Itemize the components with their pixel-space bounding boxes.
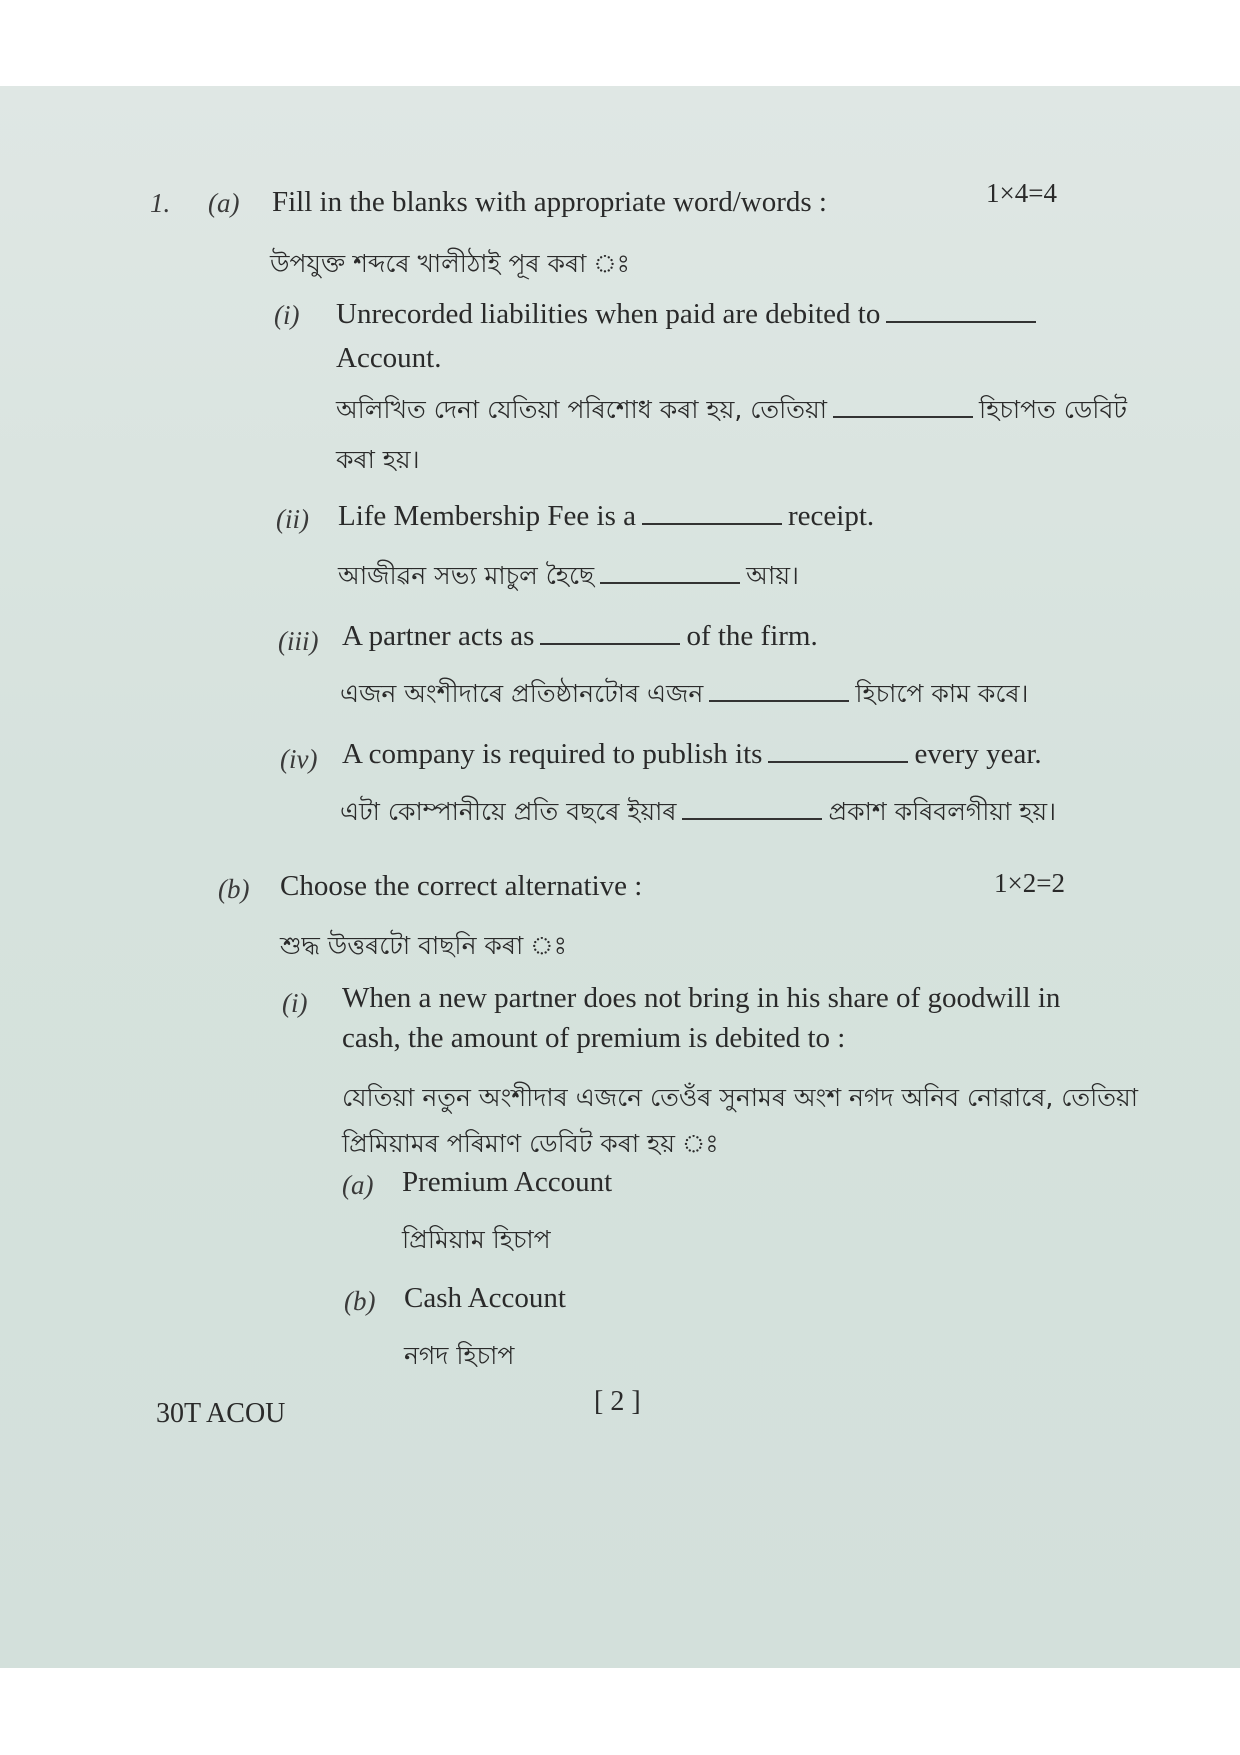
part-a-instruction-as: উপযুক্ত শব্দৰে খালীঠাই পূৰ কৰা ঃ bbox=[270, 249, 630, 278]
part-b-label: (b) bbox=[218, 874, 250, 904]
item-label: (i) bbox=[282, 988, 308, 1018]
option-text-as: নগদ হিচাপ bbox=[404, 1341, 515, 1370]
item-text-as: অলিখিত দেনা যেতিয়া পৰিশোধ কৰা হয়, তেতিয়া হিচাপত ডেবিট bbox=[336, 395, 1127, 424]
part-a-marks: 1×4=4 bbox=[986, 178, 1057, 208]
question-number: 1. bbox=[150, 188, 171, 218]
item-text-en: Unrecorded liabilities when paid are debited to bbox=[336, 298, 1042, 331]
part-a-label: (a) bbox=[208, 188, 240, 218]
item-label: (iii) bbox=[278, 626, 319, 656]
option-label: (a) bbox=[342, 1170, 374, 1200]
item-text-as: যেতিয়া নতুন অংশীদাৰ এজনে তেওঁৰ সুনামৰ অংশ নগদ অনিব নোৱাৰে, তেতিয়া bbox=[342, 1083, 1139, 1112]
answer-blank[interactable] bbox=[682, 818, 822, 820]
option-text-en[interactable]: Premium Account bbox=[402, 1166, 613, 1198]
item-text-as-cont: প্ৰিমিয়ামৰ পৰিমাণ ডেবিট কৰা হয় ঃ bbox=[342, 1129, 719, 1158]
answer-blank[interactable] bbox=[833, 416, 973, 418]
item-text-en: A company is required to publish its every year. bbox=[342, 738, 1042, 770]
option-text-en[interactable]: Cash Account bbox=[404, 1282, 566, 1314]
item-text-en-cont: cash, the amount of premium is debited to : bbox=[342, 1022, 846, 1054]
option-text-as: প্ৰিমিয়াম হিচাপ bbox=[402, 1225, 551, 1254]
part-b-marks: 1×2=2 bbox=[994, 868, 1065, 898]
item-text-en: When a new partner does not bring in his share of goodwill in bbox=[342, 982, 1061, 1014]
part-b-instruction-as: শুদ্ধ উত্তৰটো বাছনি কৰা ঃ bbox=[280, 931, 567, 960]
answer-blank[interactable] bbox=[768, 761, 908, 763]
answer-blank[interactable] bbox=[642, 523, 782, 525]
item-text-en-cont: Account. bbox=[336, 342, 442, 374]
item-text-en: A partner acts as of the firm. bbox=[342, 620, 818, 652]
page-number: [ 2 ] bbox=[594, 1386, 641, 1417]
item-text-as-cont: কৰা হয়। bbox=[336, 445, 420, 474]
answer-blank[interactable] bbox=[600, 582, 740, 584]
part-b-instruction-en: Choose the correct alternative : bbox=[280, 870, 643, 902]
item-text-as: এটা কোম্পানীয়ে প্ৰতি বছৰে ইয়াৰ প্ৰকাশ কৰিবলগীয়া হয়। bbox=[340, 797, 1057, 826]
item-label: (iv) bbox=[280, 744, 318, 774]
answer-blank[interactable] bbox=[886, 321, 1036, 323]
item-text-as: আজীৱন সভ্য মাচুল হৈছে আয়। bbox=[338, 561, 799, 590]
paper-code: 30T ACOU bbox=[156, 1398, 286, 1429]
answer-blank[interactable] bbox=[540, 643, 680, 645]
part-a-instruction-en: Fill in the blanks with appropriate word/words : bbox=[272, 186, 827, 218]
answer-blank[interactable] bbox=[709, 700, 849, 702]
item-label: (i) bbox=[274, 300, 300, 330]
item-label: (ii) bbox=[276, 504, 309, 534]
option-label: (b) bbox=[344, 1286, 376, 1316]
item-text-as: এজন অংশীদাৰে প্ৰতিষ্ঠানটোৰ এজন হিচাপে কাম কৰে। bbox=[340, 679, 1029, 708]
item-text-en: Life Membership Fee is a receipt. bbox=[338, 500, 875, 532]
